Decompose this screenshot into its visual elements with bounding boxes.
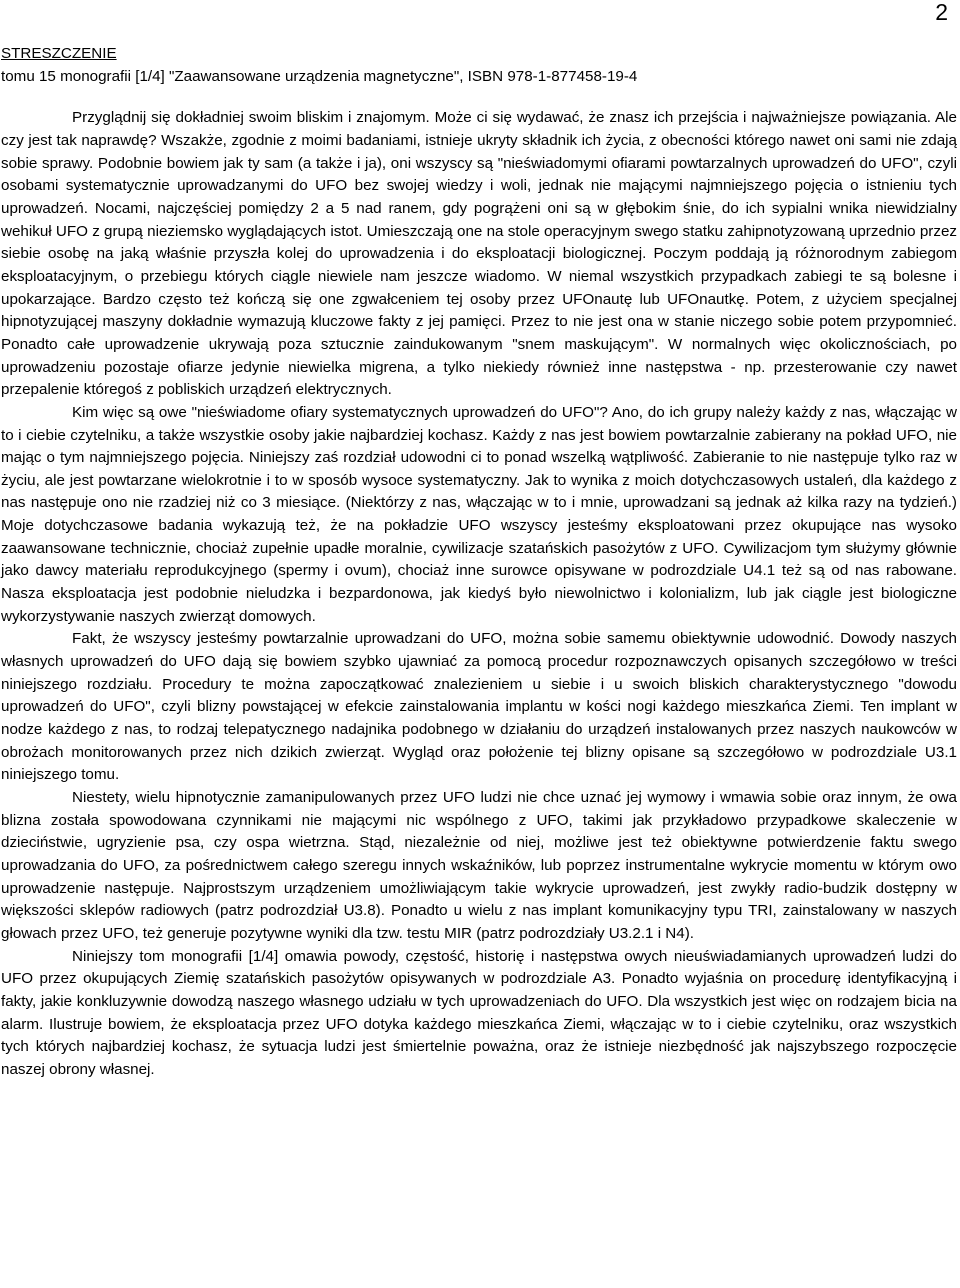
paragraph-5: Niniejszy tom monografii [1/4] omawia powody, częstość, historię i następstwa owych nieuświadamianych uprowadzeń ludzi do UFO przez okupujących Ziemię szatańskich pasożytów opisywanych w podrozdziale A3. Ponadto wyjaśnia on procedurę identyfikacyjną i fakty, jakie konkluzywnie dowodzą naszego własnego udziału w tych uprowadzeniach do UFO. Dla wszystkich jest więc on rodzajem bicia na alarm. Ilustruje bowiem, że eksploatacja przez UFO dotyka każdego mieszkańca Ziemi, włączając w to i ciebie czytelniku, oraz wszystkich tych których najbardziej kochasz, że sytuacja ludzi jest śmiertelnie poważna, oraz że istnieje niezbędność jak najszybszego rozpoczęcie naszej obrony własnej. bbox=[1, 947, 957, 1078]
page-number: 2 bbox=[935, 0, 948, 25]
paragraph-1: Przyglądnij się dokładniej swoim bliskim i znajomym. Może ci się wydawać, że znasz ich przejścia i najważniejsze powiązania. Ale czy jest tak naprawdę? Wszakże, zgodnie z moimi badaniami, istnieje ukryty składnik ich życia, z obecności którego nawet oni sami nie zdają sobie sprawy. Podobnie bowiem jak ty sam (a także i ja), oni wszyscy są "nieświadomymi ofiarami powtarzalnych uprowadzeń do UFO", czyli osobami systematycznie uprowadzanymi do UFO bez swojej wiedzy i woli, jednak nie mającymi najmniejszego pojęcia o istnieniu tych uprowadzeń. Nocami, najczęściej pomiędzy 2 a 5 nad ranem, gdy pogrążeni oni są w głębokim śnie, do ich sypialni wnika niewidzialny wehikuł UFO z grupą nieziemsko wyglądających istot. Umieszczają one na stole operacyjnym swego statku zahipnotyzowaną uprzednio przez siebie osobę na jaką właśnie przyszła kolej do uprowadzenia i do eksploatacji biologicznej. Poczym poddają ją różnorodnym zabiegom eksploatacyjnym, o przebiegu których ciągle niewiele nam jeszcze wiadomo. W niemal wszystkich przypadkach zabiegi te są bolesne i upokarzające. Bardzo często też kończą się one zgwałceniem tej osoby przez UFOnautę lub UFOnautkę. Potem, z użyciem specjalnej hipnotyzującej maszyny dokładnie wymazują kluczowe fakty z jej pamięci. Przez to nie jest ona w stanie niczego sobie potem przypomnieć. Ponadto całe uprowadzenie ukrywają poza sztucznie zaindukowanym "snem maskującym". W normalnych więc okolicznościach, po uprowadzeniu pozostaje ofiarze jedynie niewielka migrena, a tylko niekiedy również inne następstwa - np. przesterowanie czy nawet przepalenie któregoś z pobliskich urządzeń elektrycznych. bbox=[1, 109, 957, 399]
document-body bbox=[1, 43, 957, 1082]
paragraph-4: Niestety, wielu hipnotycznie zamanipulowanych przez UFO ludzi nie chce uznać jej wymowy i wmawia sobie oraz innym, że owa blizna została spowodowana czynnikami nie mającymi nic wspólnego z UFO, takimi jak przykładowo przypadkowe skaleczenie w dzieciństwie, ugryzienie psa, czy ospa wietrzna. Stąd, niezależnie od niej, możliwe jest też obiektywne potwierdzenie faktu swego uprowadzania do UFO, za pośrednictwem całego szeregu innych wskaźników, lub poprzez instrumentalne wykrycie momentu w którym owo uprowadzenie następuje. Najprostszym urządzeniem umożliwiającym takie wykrycie uprowadzeń, jest zwykły radio-budzik dostępny w większości sklepów radiowych (patrz podrozdział U3.8). Ponadto u wielu z nas implant komunikacyjny typu TRI, zainstalowany w naszych głowach przez UFO, też generuje pozytywne wyniki dla tzw. testu MIR (patrz podrozdziały U3.2.1 i N4). bbox=[1, 789, 957, 942]
paragraph-3: Fakt, że wszyscy jesteśmy powtarzalnie uprowadzani do UFO, można sobie samemu obiektywnie udowodnić. Dowody naszych własnych uprowadzeń do UFO dają się bowiem szybko ujawniać za pomocą procedur rozpoznawczych opisanych szczegółowo w treści niniejszego rozdziału. Procedury te można zapoczątkować znalezieniem u siebie i u swoich bliskich charakterystycznego "dowodu uprowadzeń do UFO", czyli blizny powstającej w efekcie zainstalowania implantu w kości nogi każdego mieszkańca Ziemi. Ten implant w nodze każdego z nas, to rodzaj telepatycznego nadajnika podobnego w działaniu do urządzeń instalowanych przez naszych naukowców w obrożach monitorowanych przez nich dzikich zwierząt. Wygląd oraz położenie tej blizny opisane są szczegółowo w podrozdziale U3.1 niniejszego tomu. bbox=[1, 630, 957, 784]
volume-subtitle: tomu 15 monografii [1/4] "Zaawansowane urządzenia magnetyczne", ISBN 978-1-877458-19-4 bbox=[1, 67, 638, 85]
paragraph-2: Kim więc są owe "nieświadome ofiary systematycznych uprowadzeń do UFO"? Ano, do ich grupy należy każdy z nas, włączając w to i ciebie czytelniku, a także wszystkie osoby jakie najbardziej kochasz. Każdy z nas jest bowiem powtarzalnie zabierany na pokład UFO, nie mając o tym najmniejszego pojęcia. Niniejszy zaś rozdział udowodni ci to ponad wszelką wątpliwość. Zabieranie to nie następuje tylko raz w życiu, ale jest powtarzane wielokrotnie i to w sposób wysoce systematyczny. Jak to wynika z moich dotychczasowych ustaleń, dla każdego z nas następuje ono nie rzadziej niż co 3 miesiące. (Niektórzy z nas, włączając w to i mnie, uprowadzani są jednak aż kilka razy na tydzień.) Moje dotychczasowe badania wykazują też, że na pokładzie UFO wszyscy jesteśmy eksploatowani przez okupujące nas wysoko zaawansowane technicznie, chociaż zupełnie upadłe moralnie, cywilizacje szatańskich pasożytów z UFO. Cywilizacjom tym służymy głównie jako dawcy materiału reprodukcyjnego (spermy i ovum), chociaż inne surowce opisywane w podrozdziale U4.1 też są od nas rabowane. Nasza eksploatacja jest podobnie nieludzka i bezpardonowa, jak kiedyś było niewolnictwo i kolonializm, lub jak ciągle jest biologiczne wykorzystywanie naszych zwierząt domowych. bbox=[1, 403, 957, 625]
section-heading: STRESZCZENIE bbox=[1, 45, 117, 62]
